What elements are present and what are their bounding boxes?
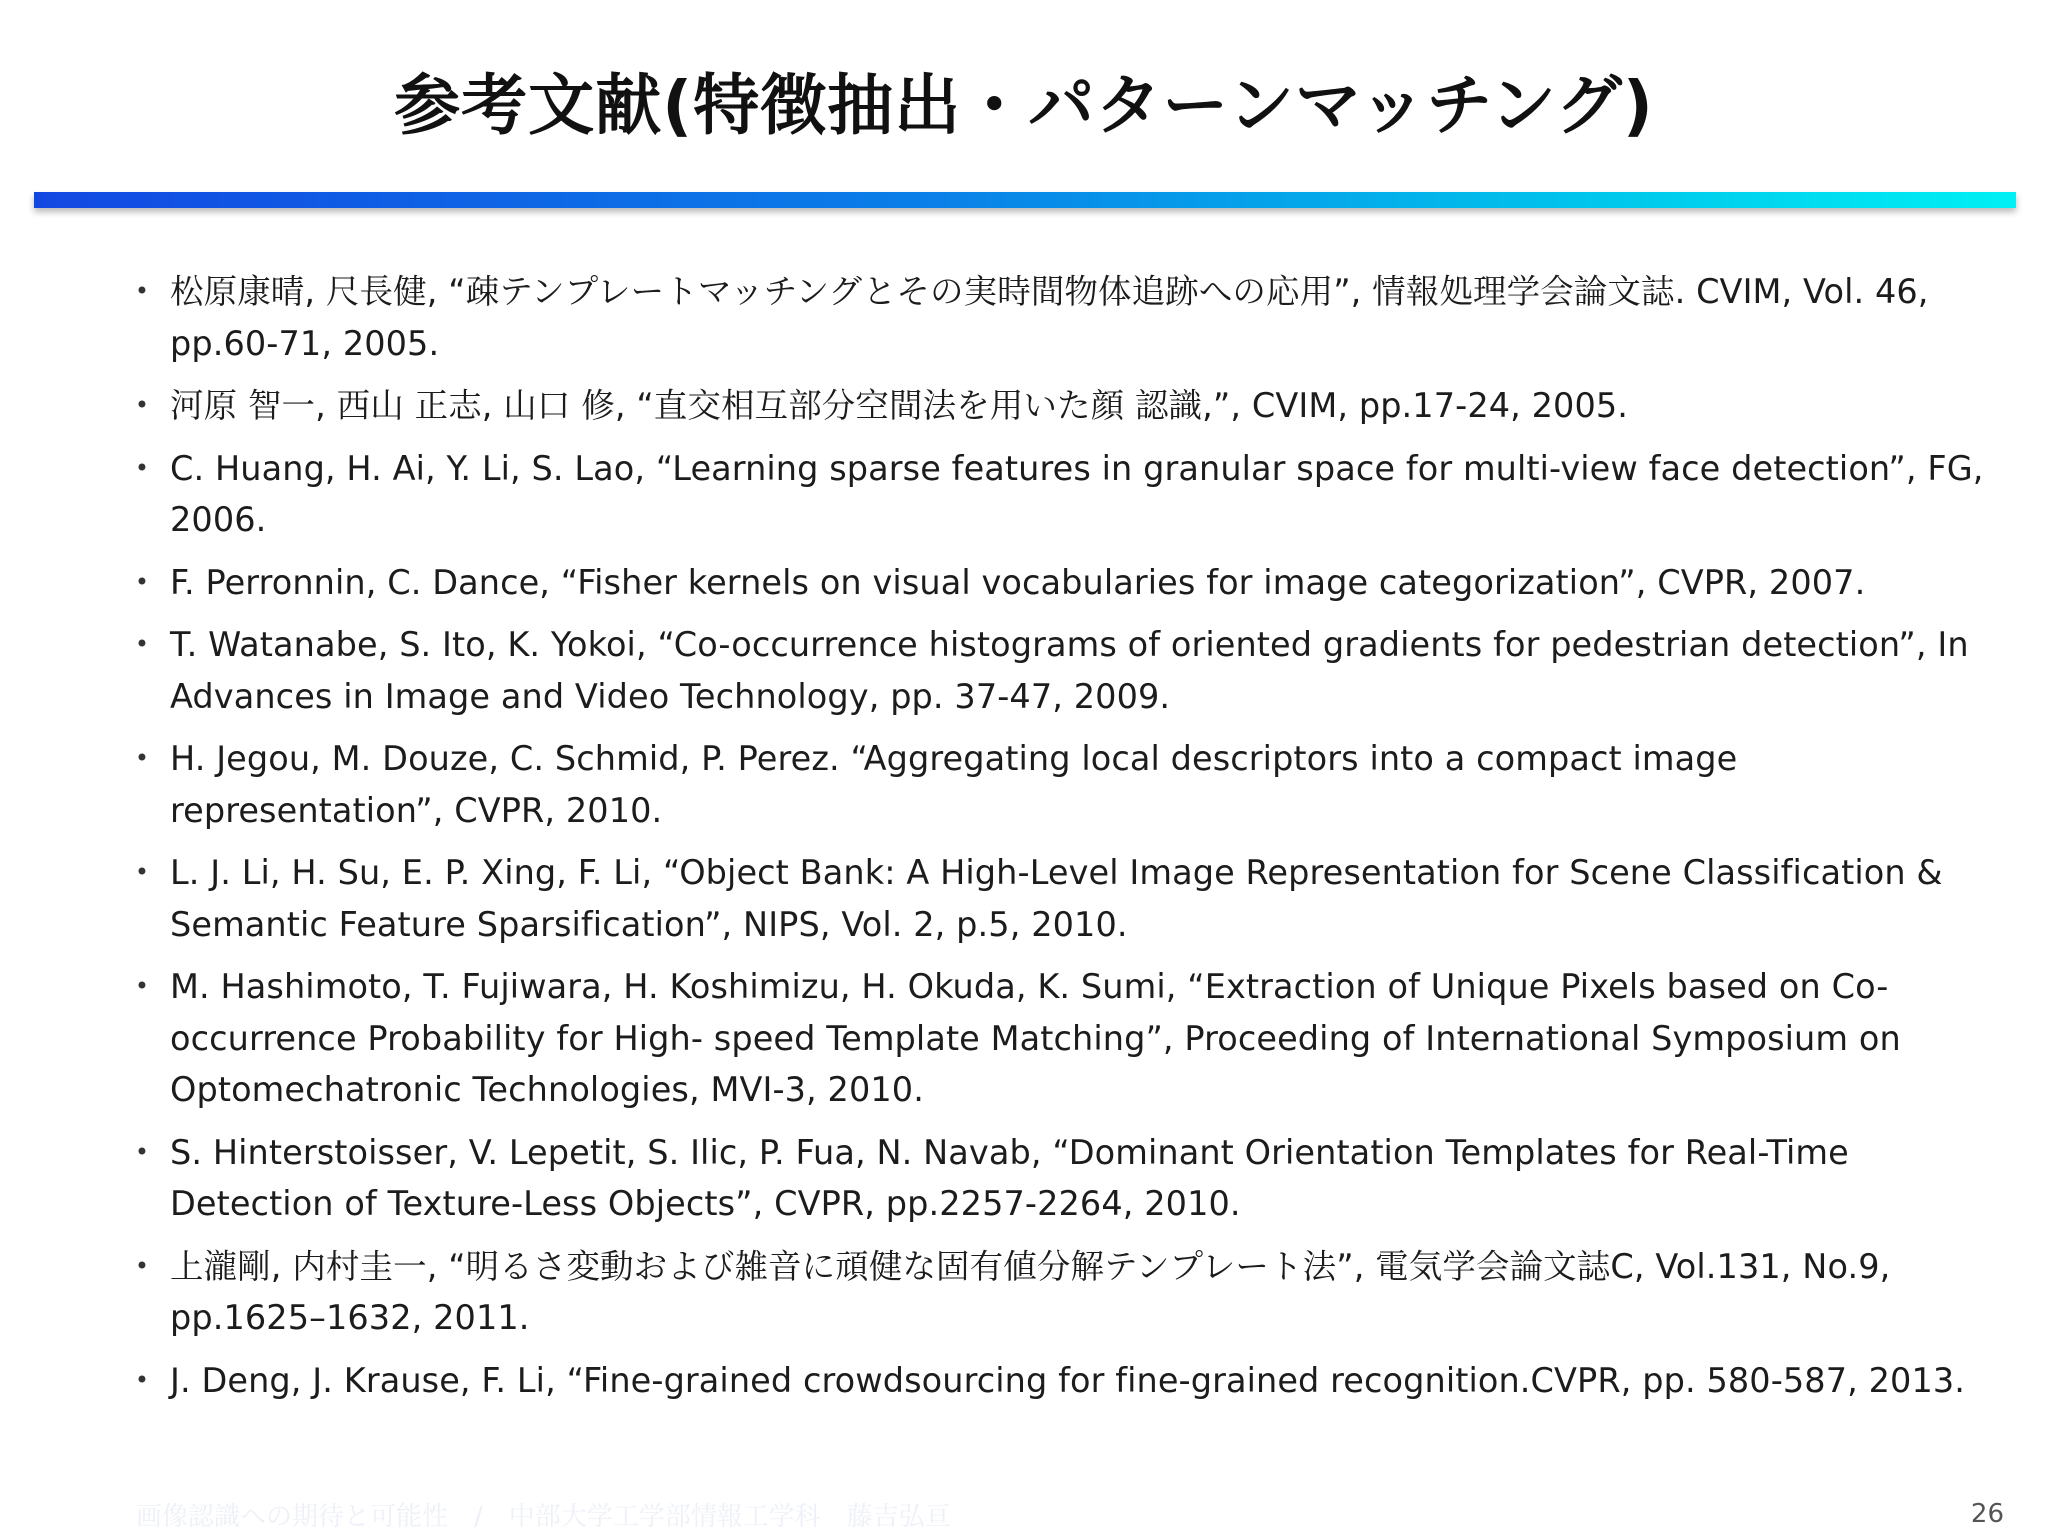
bullet-icon: • <box>134 744 150 772</box>
bullet-icon: • <box>134 972 150 1000</box>
reference-item-11 <box>130 1355 2010 1407</box>
bullet-icon: • <box>134 858 150 886</box>
page-number: 26 <box>1970 1499 2004 1529</box>
bullet-icon: • <box>134 1365 150 1394</box>
bullet-icon: • <box>134 277 150 305</box>
reference-text: T. Watanabe, S. Ito, K. Yokoi, “Co-occurrence histograms of oriented gradients for pedestrian detection”, In Advances in Image and Video Technology, pp. 37-47, 2009. <box>170 625 1969 716</box>
reference-item-2 <box>130 380 2010 432</box>
reference-item-3 <box>130 443 2010 546</box>
reference-item-1 <box>130 266 2010 369</box>
reference-item-5 <box>130 619 2010 722</box>
title-underline-bar <box>34 192 2016 208</box>
slide-title: 参考文献(特徴抽出・パターンマッチング) <box>394 67 1654 144</box>
reference-text: F. Perronnin, C. Dance, “Fisher kernels on visual vocabularies for image categorization”, CVPR, 2007. <box>170 562 1866 602</box>
reference-text: H. Jegou, M. Douze, C. Schmid, P. Perez. “Aggregating local descriptors into a compact image representation”, CVPR, 2010. <box>170 739 1738 830</box>
reference-item-9 <box>130 1127 2010 1230</box>
footer-credit: 画像認識への期待と可能性 / 中部大学工学部情報工学科 藤吉弘亘 <box>136 1502 951 1532</box>
reference-text: 上瀧剛, 内村圭一, “明るさ変動および雑音に頑健な固有値分解テンプレート法”, 電気学会論文誌C, Vol.131, No.9, pp.1625–1632, 2011. <box>170 1246 1891 1337</box>
reference-item-7 <box>130 847 2010 950</box>
reference-text: 河原 智一, 西山 正志, 山口 修, “直交相互部分空間法を用いた顔 認識,”, CVIM, pp.17-24, 2005. <box>170 386 1629 425</box>
bullet-icon: • <box>134 391 150 419</box>
reference-item-6 <box>130 733 2010 836</box>
reference-text: 松原康晴, 尺長健, “疎テンプレートマッチングとその実時間物体追跡への応用”, 情報処理学会論文誌. CVIM, Vol. 46, pp.60-71, 2005. <box>170 272 1929 363</box>
reference-text: M. Hashimoto, T. Fujiwara, H. Koshimizu, H. Okuda, K. Sumi, “Extraction of Unique Pixels based on Co-occurrence Probability for High- speed Template Matching”, Proceeding of International Symposium on Optomechatronic Technologies, MVI-3, 2010. <box>170 967 1901 1109</box>
reference-text: S. Hinterstoisser, V. Lepetit, S. Ilic, P. Fua, N. Navab, “Dominant Orientation Templates for Real-Time Detection of Texture-Less Objects”, CVPR, pp.2257-2264, 2010. <box>170 1132 1849 1223</box>
reference-item-8 <box>130 961 2010 1116</box>
bullet-icon: • <box>134 453 150 482</box>
reference-text: J. Deng, J. Krause, F. Li, “Fine-grained crowdsourcing for fine-grained recognition.CVPR, pp. 580-587, 2013. <box>170 1360 1966 1400</box>
reference-text: L. J. Li, H. Su, E. P. Xing, F. Li, “Object Bank: A High-Level Image Representation for Scene Classification & Semantic Feature Sparsification”, NIPS, Vol. 2, p.5, 2010. <box>170 853 1943 944</box>
reference-item-4 <box>130 557 2010 609</box>
bullet-icon: • <box>134 630 150 658</box>
reference-list <box>130 266 2010 1417</box>
reference-item-10 <box>130 1241 2010 1344</box>
bullet-icon: • <box>134 1137 150 1166</box>
reference-text: C. Huang, H. Ai, Y. Li, S. Lao, “Learning sparse features in granular space for multi-view face detection”, FG, 2006. <box>170 448 1984 539</box>
bullet-icon: • <box>134 1251 150 1280</box>
bullet-icon: • <box>134 567 150 596</box>
